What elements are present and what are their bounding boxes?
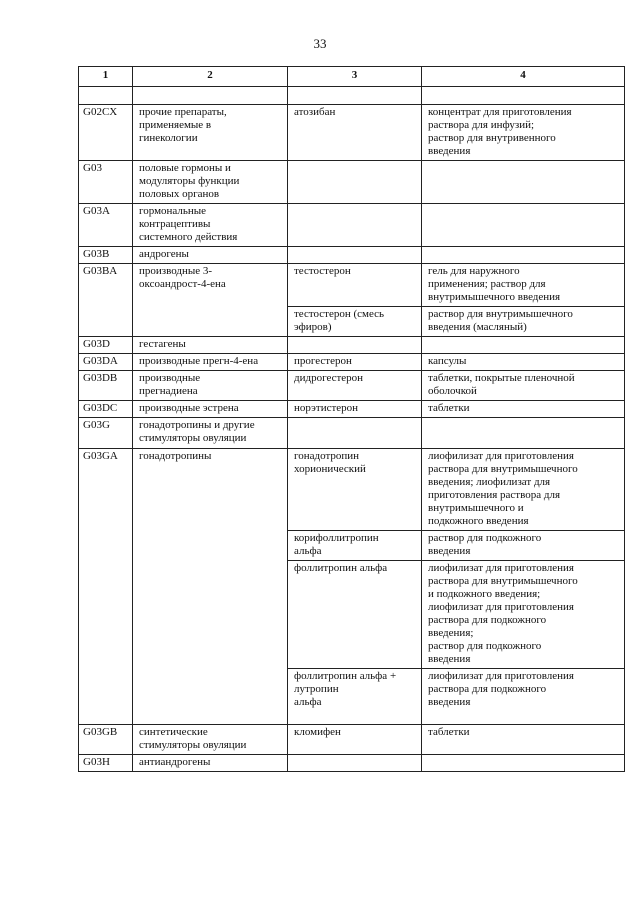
group-name: синтетические стимуляторы овуляции <box>133 725 288 755</box>
drug-name: кломифен <box>288 725 422 755</box>
drug-name: корифоллитропин альфа <box>288 531 422 561</box>
group-name: производные прегн-4-ена <box>133 354 288 371</box>
atc-code: G03 <box>79 161 133 204</box>
drug-name: норэтистерон <box>288 401 422 418</box>
table-row <box>79 418 625 449</box>
dosage-form <box>422 204 625 247</box>
drug-name: гонадотропин хорионический <box>288 449 422 531</box>
table-row <box>79 755 625 772</box>
drug-name <box>288 337 422 354</box>
drug-name <box>288 755 422 772</box>
atc-code: G03DB <box>79 371 133 401</box>
drug-name <box>288 418 422 449</box>
table-row <box>79 247 625 264</box>
dosage-form <box>422 161 625 204</box>
drug-classification-table <box>78 66 625 772</box>
atc-code: G03H <box>79 755 133 772</box>
drug-name: фоллитропин альфа <box>288 561 422 669</box>
table-row <box>79 337 625 354</box>
dosage-form: капсулы <box>422 354 625 371</box>
dosage-form: раствор для подкожного введения <box>422 531 625 561</box>
group-name: производные 3- оксоандрост-4-ена <box>133 264 288 337</box>
header-col-2: 2 <box>133 67 288 87</box>
group-name: производные прегнадиена <box>133 371 288 401</box>
dosage-form <box>422 418 625 449</box>
dosage-form: таблетки <box>422 725 625 755</box>
dosage-form: лиофилизат для приготовления раствора для внутримышечного введения; лиофилизат для приготовления раствора для внутримышечного и подкожного введения <box>422 449 625 531</box>
dosage-form <box>422 755 625 772</box>
atc-code: G03D <box>79 337 133 354</box>
atc-code: G03DA <box>79 354 133 371</box>
dosage-form: таблетки, покрытые пленочной оболочкой <box>422 371 625 401</box>
table-row <box>79 401 625 418</box>
spacer-row <box>79 87 625 105</box>
atc-code: G03DC <box>79 401 133 418</box>
drug-name: дидрогестерон <box>288 371 422 401</box>
atc-code: G02CX <box>79 105 133 161</box>
table-row <box>79 371 625 401</box>
table-row <box>79 725 625 755</box>
drug-name: тестостерон (смесь эфиров) <box>288 307 422 337</box>
header-col-1: 1 <box>79 67 133 87</box>
dosage-form <box>422 247 625 264</box>
group-name: гонадотропины <box>133 449 288 725</box>
group-name: половые гормоны и модуляторы функции половых органов <box>133 161 288 204</box>
drug-name: фоллитропин альфа + лутропин альфа <box>288 669 422 725</box>
dosage-form: гель для наружного применения; раствор для внутримышечного введения <box>422 264 625 307</box>
header-col-4: 4 <box>422 67 625 87</box>
table-row <box>79 354 625 371</box>
group-name: гестагены <box>133 337 288 354</box>
dosage-form: концентрат для приготовления раствора для инфузий; раствор для внутривенного введения <box>422 105 625 161</box>
atc-code: G03A <box>79 204 133 247</box>
table-row <box>79 161 625 204</box>
group-name: андрогены <box>133 247 288 264</box>
table-row <box>79 105 625 161</box>
drug-name: тестостерон <box>288 264 422 307</box>
table-row <box>79 264 625 307</box>
dosage-form: раствор для внутримышечного введения (масляный) <box>422 307 625 337</box>
page-number: 33 <box>313 36 327 51</box>
drug-name: прогестерон <box>288 354 422 371</box>
group-name: производные эстрена <box>133 401 288 418</box>
group-name: гонадотропины и другие стимуляторы овуляции <box>133 418 288 449</box>
dosage-form: таблетки <box>422 401 625 418</box>
dosage-form: лиофилизат для приготовления раствора для внутримышечного и подкожного введения; лиофилизат для приготовления раствора для подкожного введения; раствор для подкожного введения <box>422 561 625 669</box>
drug-name <box>288 161 422 204</box>
table-row <box>79 204 625 247</box>
atc-code: G03GB <box>79 725 133 755</box>
drug-name: атозибан <box>288 105 422 161</box>
atc-code: G03GA <box>79 449 133 725</box>
dosage-form: лиофилизат для приготовления раствора для подкожного введения <box>422 669 625 725</box>
table-row <box>79 449 625 531</box>
drug-name <box>288 204 422 247</box>
dosage-form <box>422 337 625 354</box>
group-name: гормональные контрацептивы системного действия <box>133 204 288 247</box>
atc-code: G03BA <box>79 264 133 337</box>
group-name: антиандрогены <box>133 755 288 772</box>
table-header-row <box>79 67 625 87</box>
drug-name <box>288 247 422 264</box>
atc-code: G03B <box>79 247 133 264</box>
atc-code: G03G <box>79 418 133 449</box>
header-col-3: 3 <box>288 67 422 87</box>
group-name: прочие препараты, применяемые в гинекологии <box>133 105 288 161</box>
